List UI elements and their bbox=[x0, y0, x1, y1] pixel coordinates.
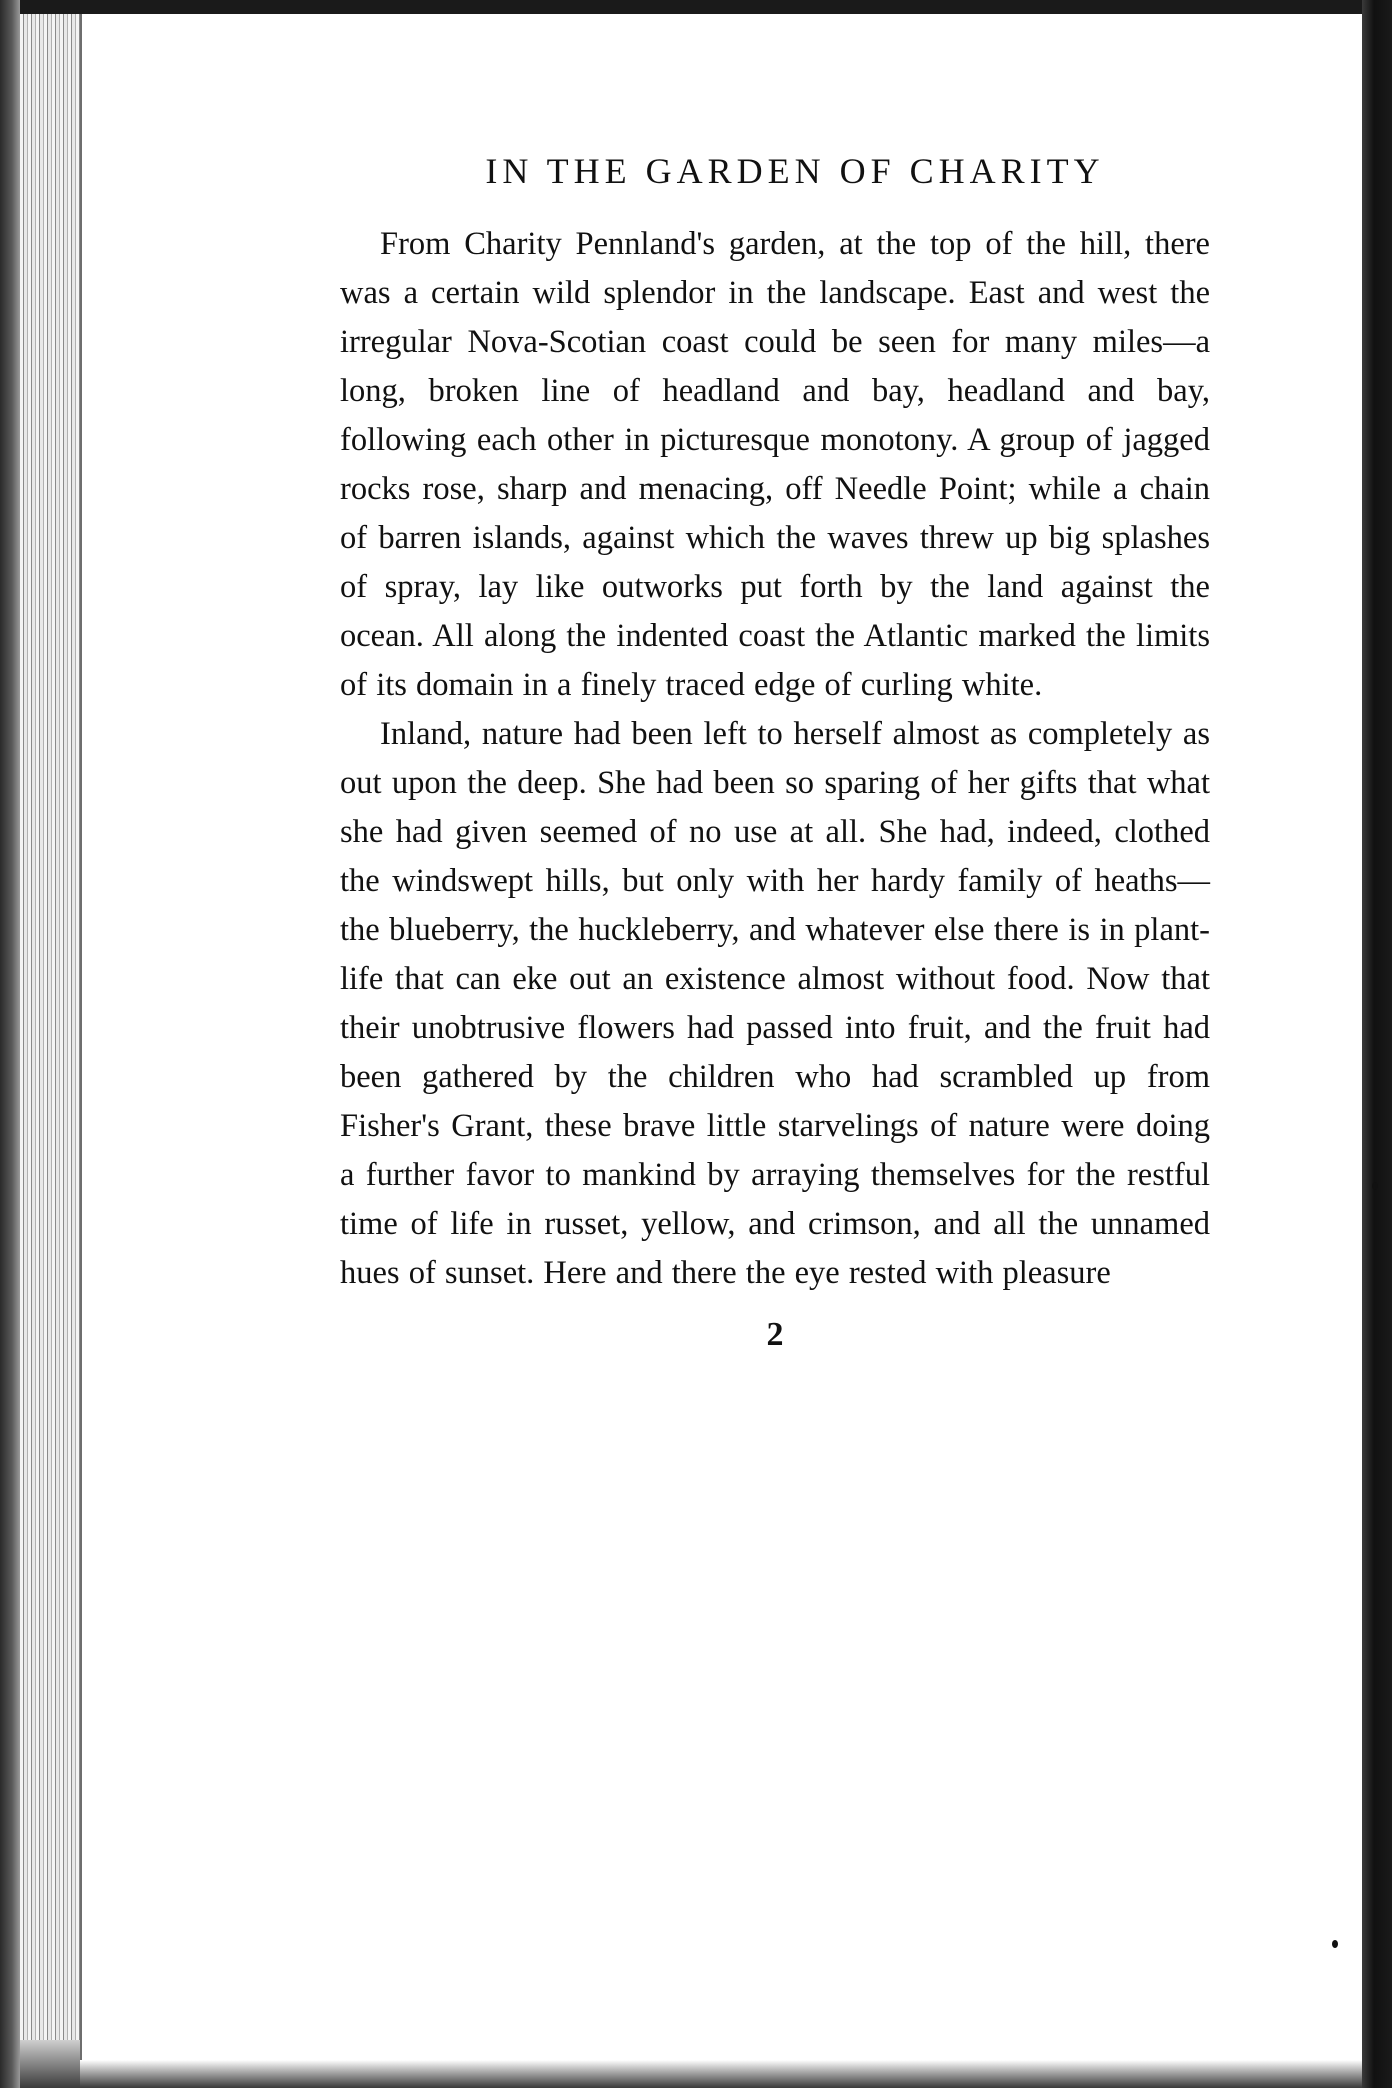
scan-border-top bbox=[0, 0, 1392, 14]
dust-speck bbox=[1372, 1182, 1378, 1190]
paragraph: Inland, nature had been left to herself almost as completely as out upon the deep. She had been so sparing of her gifts that what she had given seemed of no use at all. She had, indeed, clothed the windswept hills, but only with her hardy family of heaths—the blueberry, the huckleberry, and whatever else there is in plant-life that can eke out an existence almost without food. Now that their unobtrusive flowers had passed into fruit, and the fruit had been gathered by the children who had scrambled up from Fisher's Grant, these brave little starvelings of nature were doing a further favor to mankind by arraying themselves for the restful time of life in russet, yellow, and crimson, and all the unnamed hues of sunset. Here and there the eye rested with pleasure bbox=[340, 716, 1210, 1291]
page-edge-line bbox=[80, 14, 82, 2060]
scan-border-left bbox=[0, 0, 20, 2088]
scan-corner-bottom-left bbox=[20, 2040, 80, 2088]
book-page-edges bbox=[20, 14, 80, 2074]
running-head: IN THE GARDEN OF CHARITY bbox=[485, 151, 1105, 191]
scan-border-right bbox=[1362, 0, 1392, 2088]
dust-speck bbox=[1332, 1940, 1338, 1948]
page-number: 2 bbox=[766, 1316, 784, 1353]
page-text-block bbox=[340, 150, 1210, 1354]
scan-border-bottom bbox=[80, 2060, 1362, 2088]
paragraph: From Charity Pennland's garden, at the top of the hill, there was a certain wild splendor in the landscape. East and west the irregular Nova-Scotian coast could be seen for many miles—a long, broken line of headland and bay, headland and bay, following each other in picturesque monotony. A group of jagged rocks rose, sharp and menacing, off Needle Point; while a chain of barren islands, against which the waves threw up big splashes of spray, lay like outworks put forth by the land against the ocean. All along the indented coast the Atlantic marked the limits of its domain in a finely traced edge of curling white. bbox=[340, 226, 1210, 703]
